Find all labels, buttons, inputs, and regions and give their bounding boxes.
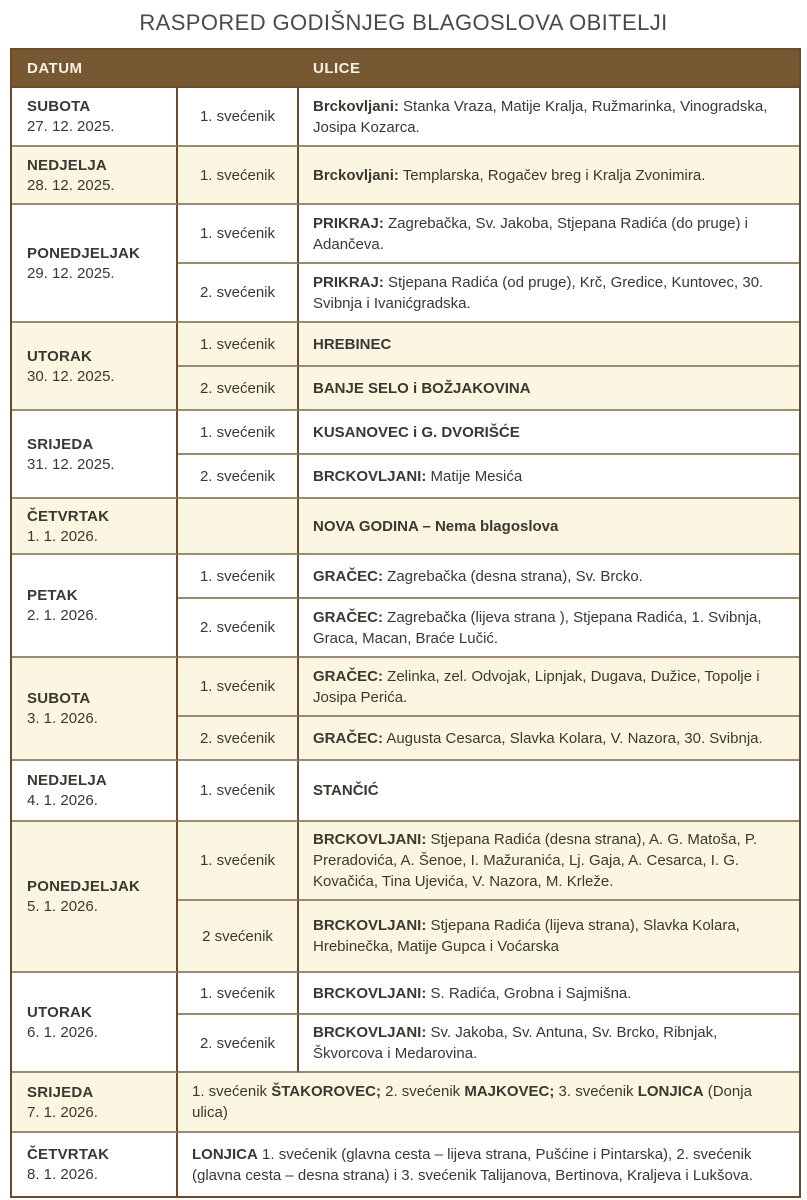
header-row bbox=[12, 50, 799, 88]
day-name: PETAK bbox=[27, 587, 78, 604]
date-cell bbox=[12, 761, 178, 822]
priest-cell: 1. svećenik bbox=[178, 973, 299, 1015]
priest-cell: 1. svećenik bbox=[178, 822, 299, 901]
table-header bbox=[12, 50, 799, 88]
priest-cell: 2. svećenik bbox=[178, 264, 299, 323]
priest-cell: 1. svećenik bbox=[178, 205, 299, 264]
priest-cell: 2 svećenik bbox=[178, 901, 299, 973]
table-row bbox=[12, 147, 799, 205]
priest-cell: 1. svećenik bbox=[178, 761, 299, 822]
date-cell bbox=[12, 973, 178, 1073]
table-row bbox=[12, 88, 799, 147]
table-row bbox=[12, 323, 799, 367]
priest-cell: 2. svećenik bbox=[178, 455, 299, 499]
table-row bbox=[12, 499, 799, 555]
day-name: SUBOTA bbox=[27, 690, 91, 707]
day-name: UTORAK bbox=[27, 1003, 93, 1021]
priest-cell bbox=[178, 499, 299, 555]
day-name: SUBOTA bbox=[27, 98, 91, 115]
date-value: 30. 12. 2025. bbox=[27, 367, 115, 385]
date-cell bbox=[12, 658, 178, 761]
date-value: 8. 1. 2026. bbox=[27, 1166, 98, 1183]
streets-cell: Brckovljani: Stanka Vraza, Matije Kralja, Ružmarinka, Vinogradska, Josipa Kozarca. bbox=[299, 88, 799, 147]
streets-cell: GRAČEC: Zagrebačka (lijeva strana ), Stjepana Radića, 1. Svibnja, Graca, Macan, Braće Lučić. bbox=[299, 599, 799, 658]
streets-cell: PRIKRAJ: Zagrebačka, Sv. Jakoba, Stjepana Radića (do pruge) i Adančeva. bbox=[299, 205, 799, 264]
table-row bbox=[12, 761, 799, 822]
priest-cell: 1. svećenik bbox=[178, 411, 299, 455]
date-cell bbox=[12, 1073, 178, 1133]
date-value: 2. 1. 2026. bbox=[27, 607, 98, 624]
streets-cell: KUSANOVEC i G. DVORIŠĆE bbox=[299, 411, 799, 455]
date-cell bbox=[12, 555, 178, 658]
streets-cell: BRCKOVLJANI: Matije Mesića bbox=[299, 455, 799, 499]
streets-cell: Brckovljani: Templarska, Rogačev breg i Kralja Zvonimira. bbox=[299, 147, 799, 205]
day-name: PONEDJELJAK bbox=[27, 878, 141, 895]
table-row bbox=[12, 1133, 799, 1196]
page-title: RASPORED GODIŠNJEG BLAGOSLOVA OBITELJI bbox=[139, 10, 668, 35]
streets-cell: BRCKOVLJANI: Stjepana Radića (lijeva strana), Slavka Kolara, Hrebinečka, Matije Gupca i Voćarska bbox=[299, 901, 799, 973]
date-value: 27. 12. 2025. bbox=[27, 118, 115, 135]
schedule-table bbox=[10, 48, 801, 1198]
date-value: 3. 1. 2026. bbox=[27, 710, 98, 727]
streets-cell: HREBINEC bbox=[299, 323, 799, 367]
date-cell bbox=[12, 88, 178, 147]
streets-cell: NOVA GODINA – Nema blagoslova bbox=[299, 499, 799, 555]
priest-cell: 2. svećenik bbox=[178, 367, 299, 411]
table-row bbox=[12, 205, 799, 264]
streets-cell: BRCKOVLJANI: Stjepana Radića (desna strana), A. G. Matoša, P. Preradovića, A. Šenoe, I. Mažuranića, Lj. Gaja, A. Cesarca, I. G. Kovačića, Tina Ujevića, V. Nazora, M. Krleže. bbox=[299, 822, 799, 901]
date-value: 29. 12. 2025. bbox=[27, 264, 115, 282]
table-row bbox=[12, 1073, 799, 1133]
date-value: 6. 1. 2026. bbox=[27, 1023, 98, 1041]
streets-cell: STANČIĆ bbox=[299, 761, 799, 822]
column-header-spacer bbox=[178, 50, 299, 88]
table-row bbox=[12, 973, 799, 1015]
day-name: ČETVRTAK bbox=[27, 507, 110, 525]
table-row bbox=[12, 555, 799, 599]
priest-cell: 2. svećenik bbox=[178, 599, 299, 658]
day-name: SRIJEDA bbox=[27, 435, 94, 453]
date-cell bbox=[12, 205, 178, 323]
streets-cell: BRCKOVLJANI: S. Radića, Grobna i Sajmišna. bbox=[299, 973, 799, 1015]
day-name: ČETVRTAK bbox=[27, 1146, 110, 1163]
table-row bbox=[12, 658, 799, 717]
priest-cell: 2. svećenik bbox=[178, 717, 299, 761]
streets-cell: GRAČEC: Augusta Cesarca, Slavka Kolara, V. Nazora, 30. Svibnja. bbox=[299, 717, 799, 761]
date-cell bbox=[12, 411, 178, 499]
date-cell bbox=[12, 822, 178, 973]
streets-cell: BANJE SELO i BOŽJAKOVINA bbox=[299, 367, 799, 411]
date-cell bbox=[12, 1133, 178, 1196]
date-cell bbox=[12, 499, 178, 555]
day-name: PONEDJELJAK bbox=[27, 244, 141, 262]
priest-cell: 1. svećenik bbox=[178, 147, 299, 205]
date-value: 5. 1. 2026. bbox=[27, 898, 98, 915]
priest-cell: 2. svećenik bbox=[178, 1015, 299, 1073]
date-value: 7. 1. 2026. bbox=[27, 1103, 98, 1121]
streets-cell: GRAČEC: Zelinka, zel. Odvojak, Lipnjak, Dugava, Dužice, Topolje i Josipa Perića. bbox=[299, 658, 799, 717]
date-cell bbox=[12, 323, 178, 411]
date-value: 31. 12. 2025. bbox=[27, 455, 115, 473]
streets-cell: LONJICA 1. svećenik (glavna cesta – lijeva strana, Pušćine i Pintarska), 2. svećenik (glavna cesta – desna strana) i 3. svećenik Talijanova, Bertinova, Kraljeva i Lukšova. bbox=[192, 1145, 753, 1184]
date-value: 4. 1. 2026. bbox=[27, 792, 98, 809]
date-value: 1. 1. 2026. bbox=[27, 527, 98, 545]
streets-cell: 1. svećenik ŠTAKOROVEC; 2. svećenik MAJKOVEC; 3. svećenik LONJICA (Donja ulica) bbox=[178, 1073, 799, 1133]
day-name: UTORAK bbox=[27, 347, 93, 365]
column-header-datum: DATUM bbox=[12, 50, 178, 88]
priest-cell: 1. svećenik bbox=[178, 323, 299, 367]
priest-cell: 1. svećenik bbox=[178, 555, 299, 599]
column-header-ulice: ULICE bbox=[299, 50, 799, 88]
streets-cell: GRAČEC: Zagrebačka (desna strana), Sv. Brcko. bbox=[299, 555, 799, 599]
streets-cell: PRIKRAJ: Stjepana Radića (od pruge), Krč, Gredice, Kuntovec, 30. Svibnja i Ivanićgradska. bbox=[299, 264, 799, 323]
table-row bbox=[12, 411, 799, 455]
date-cell bbox=[12, 147, 178, 205]
streets-cell: BRCKOVLJANI: Sv. Jakoba, Sv. Antuna, Sv. Brcko, Ribnjak, Škvorcova i Medarovina. bbox=[299, 1015, 799, 1073]
day-name: NEDJELJA bbox=[27, 156, 107, 174]
day-name: NEDJELJA bbox=[27, 772, 107, 789]
table-row bbox=[12, 822, 799, 901]
day-name: SRIJEDA bbox=[27, 1083, 94, 1101]
priest-cell: 1. svećenik bbox=[178, 658, 299, 717]
date-value: 28. 12. 2025. bbox=[27, 176, 115, 194]
priest-cell: 1. svećenik bbox=[178, 88, 299, 147]
